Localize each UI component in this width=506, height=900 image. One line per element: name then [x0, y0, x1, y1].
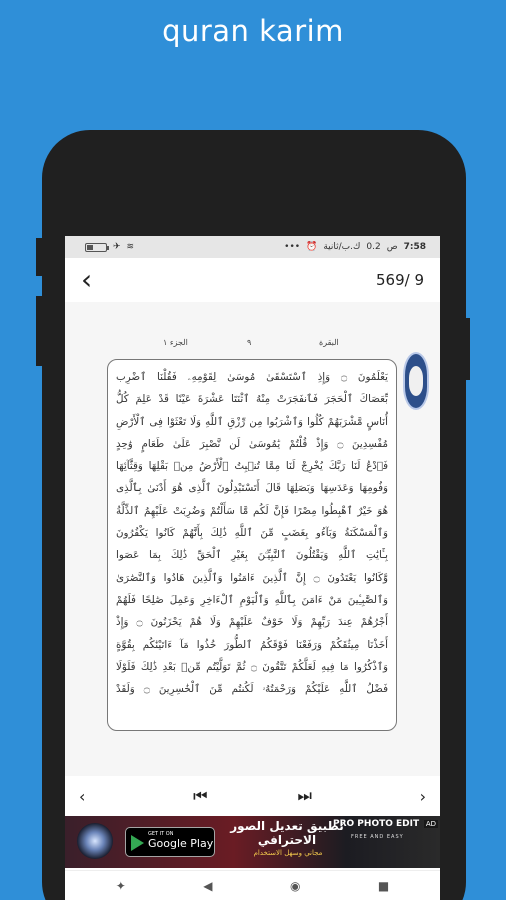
skip-previous-icon[interactable]: ⏮ [193, 786, 208, 805]
quran-line: أُنَاسٍ مَّشْرَبَهُمْ كُلُوا وَٱشْرَبُوا مِن رِّزْقِ ٱللَّهِ وَلَا تَعْثَوْا فِى ٱلْأَرْضِ [116, 415, 388, 428]
google-play-small-text: GET IT ON [148, 831, 174, 837]
quran-line: مُفْسِدِينَ ۝ وَإِذْ قُلْتُمْ يَٰمُوسَىٰ لَن نَّصْبِرَ عَلَىٰ طَعَامٍ وَٰحِدٍ [116, 437, 388, 450]
home-icon[interactable]: ◉ [289, 878, 301, 893]
quran-line: وَّكَانُوا يَعْتَدُونَ ۝ إِنَّ ٱلَّذِينَ ءَامَنُوا وَٱلَّذِينَ هَادُوا وَٱلنَّصَٰرَىٰ [116, 571, 388, 584]
quran-line: بِـَٔايَٰتِ ٱللَّهِ وَيَقْتُلُونَ ٱلنَّبِيِّـۧنَ بِغَيْرِ ٱلْحَقِّ ذَٰلِكَ بِمَا عَصَوا [116, 549, 388, 562]
quran-line: فَضْلُ ٱللَّهِ عَلَيْكُمْ وَرَحْمَتُهُۥ لَكُنتُم مِّنَ ٱلْخَٰسِرِينَ ۝ وَلَقَدْ [116, 683, 388, 696]
quran-line: أَجْرُهُمْ عِندَ رَبِّهِمْ وَلَا خَوْفٌ عَلَيْهِمْ وَلَا هُمْ يَحْزَنُونَ ۝ وَإِذْ [116, 616, 388, 629]
quran-line: هُوَ خَيْرٌ ٱهْبِطُوا مِصْرًا فَإِنَّ لَكُم مَّا سَأَلْتُمْ وَضُرِبَتْ عَلَيْهِمُ ٱلذِّلَّةُ [116, 504, 388, 517]
accessibility-icon[interactable]: ✦ [115, 878, 126, 893]
previous-page-icon[interactable]: ‹ [79, 786, 86, 806]
skip-next-icon[interactable]: ⏭ [297, 786, 312, 805]
page-text-frame [107, 359, 397, 731]
wifi-icon: ≋ [126, 242, 135, 252]
page-header-number: ٩ [247, 338, 252, 347]
back-arrow-icon[interactable]: ‹ [81, 263, 93, 296]
alarm-icon: ⏰ [306, 242, 318, 252]
quran-line: وَٱلصَّٰبِـِٔينَ مَنْ ءَامَنَ بِٱللَّهِ وَٱلْيَوْمِ ٱلْءَاخِرِ وَعَمِلَ صَٰلِحًا فَلَهُمْ [116, 593, 388, 606]
ad-banner[interactable] [65, 816, 440, 868]
page-header-surah: ﺍﻟﺒﻘﺮﺓ [319, 338, 339, 347]
next-page-icon[interactable]: › [419, 786, 426, 806]
recents-icon[interactable]: ■ [377, 878, 390, 893]
ad-subline: مجاني وسهل الاستخدام [253, 849, 323, 857]
ad-mark: AD [425, 820, 436, 828]
phone-screen [65, 236, 440, 900]
surah-ornament-icon [403, 352, 429, 410]
page-indicator: 569/ 9 [376, 271, 424, 289]
carrier-label: ك.ب/ثانية [323, 242, 361, 252]
audio-controls [193, 786, 312, 806]
quran-line: وَٱذْكُرُوا مَا فِيهِ لَعَلَّكُمْ تَتَّقُونَ ۝ ثُمَّ تَوَلَّيْتُم مِّنۢ بَعْدِ ذَٰلِكَ فَلَوْلَا [116, 660, 388, 673]
google-play-big-text: Google Play [148, 837, 214, 850]
google-play-badge[interactable] [125, 827, 215, 857]
ad-headline: تطبيق تعديل الصور الاحترافي [230, 819, 344, 847]
quran-page [65, 302, 440, 776]
data-speed: 0.2 [366, 242, 381, 252]
play-store-icon [131, 835, 144, 851]
page-header-juz: ﺍﻟﺠﺰﺀ ١ [163, 338, 188, 347]
page-navigation-bar [65, 781, 440, 811]
status-info-right [284, 242, 426, 252]
status-dots: ••• [284, 242, 301, 252]
ad-camera-lens-image [77, 823, 113, 859]
airplane-icon: ✈ [113, 242, 121, 252]
quran-line: وَفُومِهَا وَعَدَسِهَا وَبَصَلِهَا قَالَ أَتَسْتَبْدِلُونَ ٱلَّذِى هُوَ أَدْنَىٰ بِٱلَّذِى [116, 482, 388, 495]
quran-line: فَٱدْعُ لَنَا رَبَّكَ يُخْرِجْ لَنَا مِمَّا تُنۢبِتُ ٱلْأَرْضُ مِنۢ بَقْلِهَا وَقِثَّآئِهَا [116, 460, 388, 473]
battery-icon [85, 243, 107, 252]
ad-brand: PRO PHOTO EDIT [333, 819, 420, 829]
back-icon[interactable]: ◀ [203, 878, 213, 893]
quran-line: يَعْلَمُونَ ۝ وَإِذِ ٱسْتَسْقَىٰ مُوسَىٰ لِقَوْمِهِۦ فَقُلْنَا ٱضْرِب [116, 371, 388, 383]
quran-line: أَخَذْنَا مِيثَٰقَكُمْ وَرَفَعْنَا فَوْقَكُمُ ٱلطُّورَ خُذُوا مَآ ءَاتَيْنَٰكُم بِقُوَّةٍ [116, 638, 388, 651]
quran-line: وَٱلْمَسْكَنَةُ وَبَآءُو بِغَضَبٍ مِّنَ ٱللَّهِ ذَٰلِكَ بِأَنَّهُمْ كَانُوا يَكْفُرُونَ [116, 527, 388, 540]
status-icons-left [85, 242, 134, 252]
banner-title: quran karim [162, 14, 344, 48]
quran-line: بِّعَصَاكَ ٱلْحَجَرَ فَٱنفَجَرَتْ مِنْهُ ٱثْنَتَا عَشْرَةَ عَيْنًا قَدْ عَلِمَ كُلُّ [116, 393, 388, 406]
system-navigation-bar [65, 870, 440, 900]
ad-tagline: FREE AND EASY [351, 834, 404, 840]
top-bar [65, 258, 440, 302]
status-bar [65, 236, 440, 258]
clock: 7:58 [403, 242, 426, 252]
am-pm-label: ص [386, 242, 398, 252]
